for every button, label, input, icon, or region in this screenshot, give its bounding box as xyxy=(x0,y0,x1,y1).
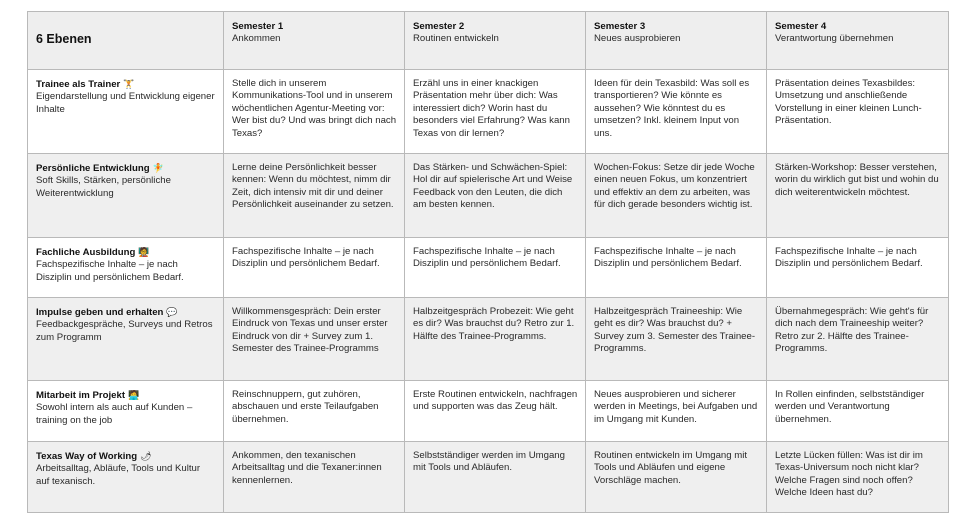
level-title: Fachliche Ausbildung xyxy=(36,247,136,258)
semester-title: Semester 4 xyxy=(775,21,827,32)
level-title: Trainee als Trainer xyxy=(36,79,121,90)
table-row xyxy=(28,442,949,513)
program-table-container xyxy=(27,11,949,513)
table-cell: In Rollen einfinden, selbstständiger werden und Verantwortung übernehmen. xyxy=(767,381,949,442)
semester-subtitle: Neues ausprobieren xyxy=(594,33,681,45)
semester-subtitle: Routinen entwickeln xyxy=(413,33,499,45)
table-cell: Ideen für dein Texasbild: Was soll es transportieren? Wie könnte es aussehen? Wie könntest du es umsetzen? Inkl. kleinem Input von uns. xyxy=(586,70,767,154)
semester-subtitle: Ankommen xyxy=(232,33,281,45)
table-cell: Routinen entwickeln im Umgang mit Tools und Abläufen und eigene Vorschläge machen. xyxy=(586,442,767,513)
table-cell: Fachspezifische Inhalte – je nach Disziplin und persönlichem Bedarf. xyxy=(767,238,949,298)
level-title: Mitarbeit im Projekt xyxy=(36,390,126,401)
table-cell: Das Stärken- und Schwächen-Spiel: Hol dir auf spielerische Art und Weise Feedback von den Leuten, die dich am besten kennen. xyxy=(405,154,586,238)
semester-header-3 xyxy=(586,12,767,70)
table-row xyxy=(28,298,949,381)
table-cell: Stelle dich in unserem Kommunikations-Tool und in unserem wöchentlichen Agentur-Meeting vor: Wer bist du? Und was bringt dich nach Texas? xyxy=(224,70,405,154)
level-cell xyxy=(28,298,224,381)
level-title: Texas Way of Working xyxy=(36,451,138,462)
semester-title: Semester 2 xyxy=(413,21,465,32)
table-row xyxy=(28,238,949,298)
table-cell: Erste Routinen entwickeln, nachfragen und supporten was das Zeug hält. xyxy=(405,381,586,442)
level-description: Fachspezifische Inhalte – je nach Disziplin und persönlichem Bedarf. xyxy=(36,259,184,283)
program-table xyxy=(27,11,949,513)
fairy-icon: 🧚 xyxy=(152,163,164,173)
table-cell: Übernahmegespräch: Wie geht's für dich nach dem Traineeship weiter? Retro zur 2. Hälfte des Trainee-Programms. xyxy=(767,298,949,381)
table-cell: Neues ausprobieren und sicherer werden in Meetings, bei Aufgaben und im Umgang mit Kunden. xyxy=(586,381,767,442)
level-title: Impulse geben und erhalten xyxy=(36,307,164,318)
level-cell xyxy=(28,70,224,154)
table-cell: Ankommen, den texanischen Arbeitsalltag und die Texaner:innen kennenlernen. xyxy=(224,442,405,513)
level-title: Persönliche Entwicklung xyxy=(36,163,150,174)
table-row xyxy=(28,154,949,238)
speech-bubble-icon: 💬 xyxy=(166,307,178,317)
table-title: 6 Ebenen xyxy=(36,32,92,47)
corner-cell xyxy=(28,12,224,70)
level-cell xyxy=(28,238,224,298)
level-cell xyxy=(28,154,224,238)
table-cell: Halbzeitgespräch Probezeit: Wie geht es dir? Was brauchst du? Retro zur 1. Hälfte des Trainee-Programms. xyxy=(405,298,586,381)
table-row xyxy=(28,381,949,442)
table-cell: Wochen-Fokus: Setze dir jede Woche einen neuen Fokus, um konzentriert und effektiv an dem zu arbeiten, was für dich gerade besonders wichtig ist. xyxy=(586,154,767,238)
table-cell: Reinschnuppern, gut zuhören, abschauen und erste Teilaufgaben übernehmen. xyxy=(224,381,405,442)
level-description: Arbeitsalltag, Abläufe, Tools und Kultur auf texanisch. xyxy=(36,463,201,487)
level-description: Sowohl intern als auch auf Kunden – training on the job xyxy=(36,402,193,426)
table-cell: Halbzeitgespräch Traineeship: Wie geht es dir? Was brauchst du? + Survey zum 3. Semester des Trainee-Programms. xyxy=(586,298,767,381)
semester-header-1 xyxy=(224,12,405,70)
table-cell: Willkommensgespräch: Dein erster Eindruck von Texas und unser erster Eindruck von dir + Survey zum 1. Semester des Trainee-Programms xyxy=(224,298,405,381)
semester-title: Semester 1 xyxy=(232,21,284,32)
table-row xyxy=(28,70,949,154)
table-cell: Erzähl uns in einer knackigen Präsentation mehr über dich: Was interessiert dich? Worin hast du besonders viel Erfahrung? Was kann Texas von dir lernen? xyxy=(405,70,586,154)
table-cell: Fachspezifische Inhalte – je nach Disziplin und persönlichem Bedarf. xyxy=(586,238,767,298)
table-cell: Fachspezifische Inhalte – je nach Disziplin und persönlichem Bedarf. xyxy=(224,238,405,298)
weightlifter-icon: 🏋 xyxy=(123,79,135,89)
level-cell xyxy=(28,381,224,442)
table-cell: Letzte Lücken füllen: Was ist dir im Texas-Universum noch nicht klar? Welche Fragen sind noch offen? Welche Ideen hast du? xyxy=(767,442,949,513)
technologist-icon: 🧑‍💻 xyxy=(128,390,140,400)
semester-title: Semester 3 xyxy=(594,21,646,32)
level-cell xyxy=(28,442,224,513)
level-description: Feedbackgespräche, Surveys und Retros zum Programm xyxy=(36,319,213,343)
table-cell: Präsentation deines Texasbildes: Umsetzung und anschließende Vorstellung in einer kleinen Lunch-Präsentation. xyxy=(767,70,949,154)
header-row xyxy=(28,12,949,70)
semester-header-4 xyxy=(767,12,949,70)
level-description: Soft Skills, Stärken, persönliche Weiterentwicklung xyxy=(36,175,171,199)
level-description: Eigendarstellung und Entwicklung eigener Inhalte xyxy=(36,91,215,115)
chili-pepper-icon: 🌶 xyxy=(140,451,152,461)
table-cell: Lerne deine Persönlichkeit besser kennen: Wenn du möchtest, nimm dir Zeit, dich intensiv mit dir und deiner Persönlichkeit auseinander zu setzen. xyxy=(224,154,405,238)
teacher-icon: 🧑‍🏫 xyxy=(138,247,150,257)
semester-subtitle: Verantwortung übernehmen xyxy=(775,33,894,45)
table-cell: Selbstständiger werden im Umgang mit Tools und Abläufen. xyxy=(405,442,586,513)
table-cell: Fachspezifische Inhalte – je nach Disziplin und persönlichem Bedarf. xyxy=(405,238,586,298)
semester-header-2 xyxy=(405,12,586,70)
table-cell: Stärken-Workshop: Besser verstehen, worin du wirklich gut bist und wohin du dich weiterentwickeln möchtest. xyxy=(767,154,949,238)
